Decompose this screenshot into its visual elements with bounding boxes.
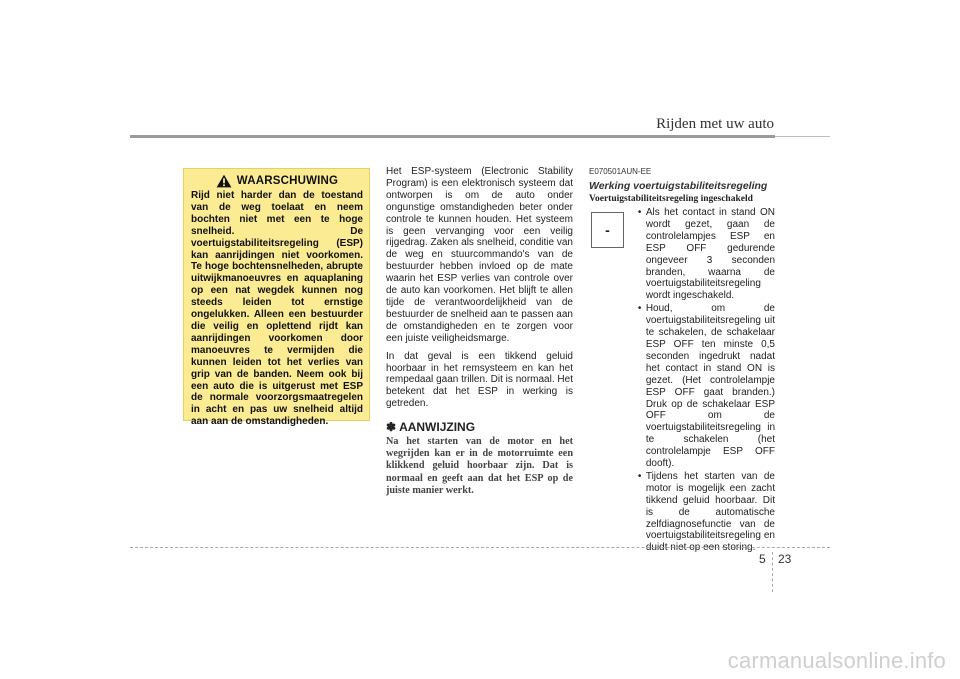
header-title: Rijden met uw auto	[656, 116, 774, 132]
middle-column	[386, 166, 573, 497]
bullet-list	[634, 207, 775, 555]
note-heading-label: AANWIJZING	[399, 420, 476, 435]
indicator-symbol: -	[605, 222, 610, 238]
watermark: carmanualsonline.info	[727, 648, 946, 673]
list-item	[634, 207, 775, 302]
warning-text: Rijd niet harder dan de toestand van de weg toelaat en neem bochten niet met een te hoge snelheid. De voertuigstabiliteitsregeling (ESP) kan aanrijdingen niet voorkomen. Te hoge bochtensnelheden, abrupte uitwijkmanoeuvres en aquaplaning op een nat wegdek kunnen nog steeds leiden tot ernstige ongelukken. Alleen een bestuurder die veilig en oplettend rijdt kan aanrijdingen voorkomen door manoeuvres te vermijden die kunnen leiden tot het verlies van grip van de banden. Neem ook bij een auto die is uitgerust met ESP de normale voorzorgsmaatregelen in acht en pas uw snelheid altijd aan aan de omstandigheden.	[191, 190, 363, 428]
bullet-text: Tijdens het starten van de motor is mogelijk een zacht tikkend geluid hoorbaar. Dit is de automatische zelfdiagnosefunctie van de voertuigstabiliteitsregeling en duidt niet op een storing.	[645, 470, 775, 554]
header-rule-extension	[775, 136, 830, 137]
esp-sound-paragraph: In dat geval is een tikkend geluid hoorbaar in het remsysteem en kan het rempedaal gaan trillen. Dit is normaal. Het betekent dat het ESP in werking is getreden.	[386, 350, 573, 410]
warning-title-row	[191, 174, 363, 188]
note-star-icon: ✽	[386, 420, 397, 435]
section-subtitle: Voertuigstabiliteitsregeling ingeschakeld	[589, 194, 753, 204]
bullet-marker: •	[637, 303, 642, 315]
indicator-symbol-box	[591, 212, 624, 248]
right-body	[589, 207, 775, 555]
bullet-marker: •	[637, 207, 642, 218]
note-heading	[386, 422, 573, 434]
page-divider	[772, 552, 773, 592]
list-item	[634, 303, 775, 470]
note-text: Na het starten van de motor en het wegrijden kan er in de motorruimte een klikkend geluid hoorbaar zijn. Dat is normaal en geeft aan dat het ESP op de juiste manier werkt.	[386, 436, 573, 496]
section-title: Werking voertuigstabiliteitsregeling	[589, 180, 768, 192]
warning-title: WAARSCHUWING	[236, 175, 339, 187]
warning-triangle-icon	[216, 174, 232, 188]
bullet-text: Houd, om de voertuigstabiliteitsregeling uit te schakelen, de schakelaar ESP OFF ten minste 0,5 seconden ingedrukt nadat het contact in stand ON is gezet. (Het controlelampje ESP OFF gaat branden.) Druk op de schakelaar ESP OFF om de voertuigstabiliteitsregeling in te schakelen (het controlelampje ESP OFF dooft).	[645, 303, 775, 470]
bullet-text: Als het contact in stand ON wordt gezet, gaan de controlelampjes ESP en ESP OFF gedurende ongeveer 3 seconden branden, waarna de voertuigstabiliteitsregeling wordt ingeschakeld.	[645, 207, 775, 302]
header-rule	[130, 135, 775, 138]
list-item	[634, 471, 775, 554]
page-chapter-number: 5	[759, 552, 766, 566]
section-code: E070501AUN-EE	[589, 167, 652, 176]
footer-rule	[130, 547, 830, 548]
warning-box	[183, 168, 370, 428]
right-column	[589, 167, 775, 555]
bullet-marker: •	[637, 470, 642, 482]
esp-intro-paragraph: Het ESP-systeem (Electronic Stability Program) is een elektronisch systeem dat ontworpen is om de auto onder ongunstige omstandigheden beter onder controle te kunnen houden. Het systeem is geen vervanging voor een veilig rijgedrag. Zaken als snelheid, conditie van de weg en stuurcommando's van de bestuurder hebben invloed op de mate waarin het ESP verlies van controle over de auto kan voorkomen. Het blijft te allen tijde de verantwoordelijkheid van de bestuurder de snelheid aan te passen aan de omstandigheden en te zorgen voor een juiste veiligheidsmarge.	[386, 166, 573, 344]
page-number: 23	[778, 552, 792, 566]
